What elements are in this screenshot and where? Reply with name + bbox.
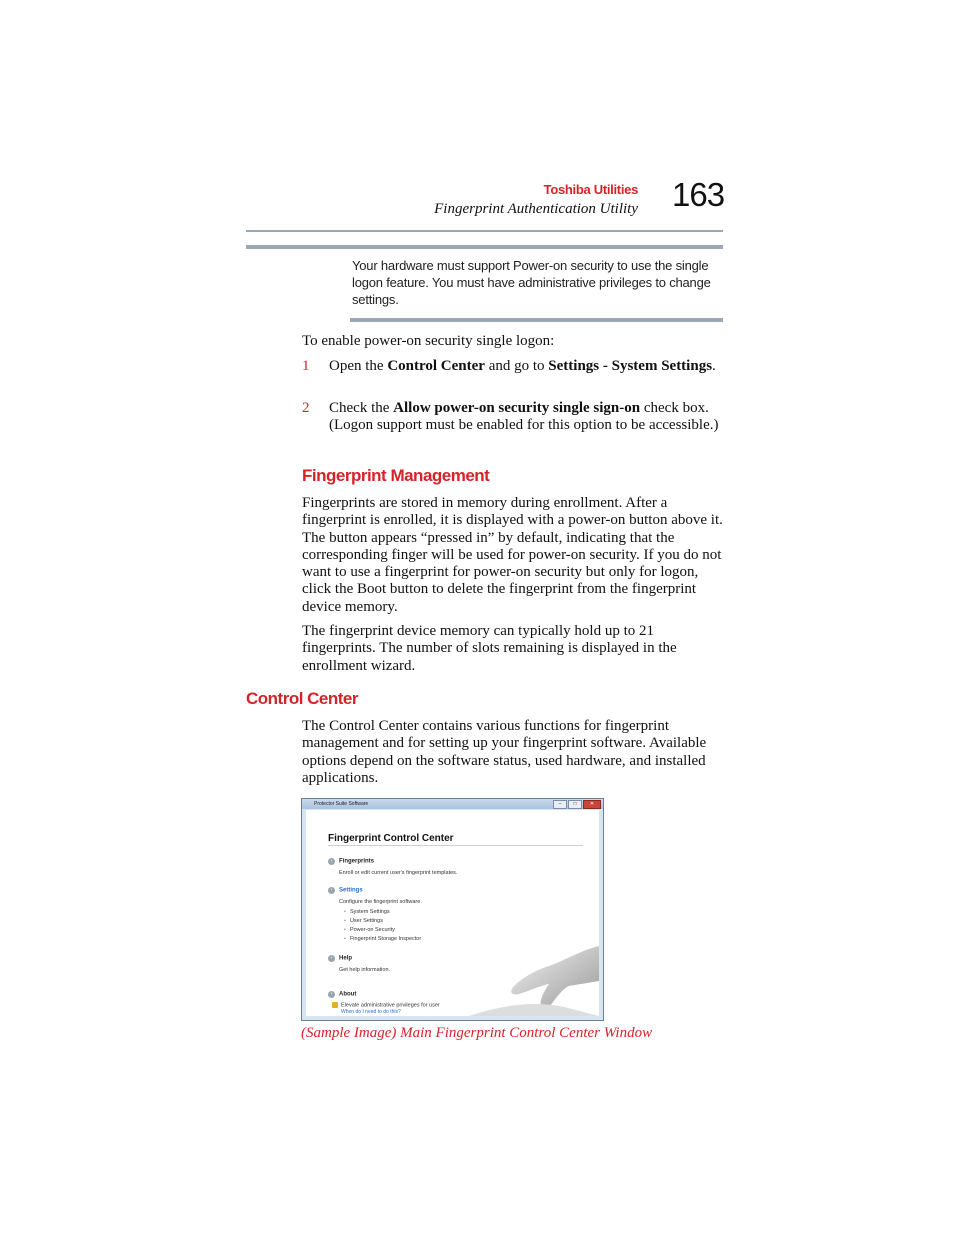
- figure-caption: (Sample Image) Main Fingerprint Control Center Window: [301, 1025, 653, 1041]
- settings-subitem: • User Settings: [344, 918, 383, 924]
- menu-item-help: › Help: [328, 955, 352, 962]
- control-center-title: Fingerprint Control Center: [328, 833, 454, 844]
- window-titlebar: [302, 799, 603, 809]
- running-header-section: Toshiba Utilities: [543, 182, 638, 197]
- menu-item-about: › About: [328, 991, 356, 998]
- minimize-icon: –: [553, 800, 567, 809]
- control-center-paragraph: The Control Center contains various functions for fingerprint management and for setting up your fingerprint software. Available options depend on the software status, used hardware, and installed applications.: [302, 718, 707, 786]
- menu-item-description: Configure the fingerprint software.: [339, 899, 422, 905]
- elevate-help-link: When do I need to do this?: [341, 1009, 401, 1015]
- elevate-privileges-text: Elevate administrative privileges for user: [332, 1002, 440, 1008]
- sample-screenshot: [301, 798, 604, 1021]
- page-number: 163: [672, 176, 725, 213]
- arrow-bullet-icon: ›: [328, 991, 335, 998]
- arrow-bullet-icon: ›: [328, 887, 335, 894]
- title-divider: [328, 845, 583, 846]
- section-heading-control-center: Control Center: [246, 689, 358, 708]
- window-title: Protector Suite Software: [314, 801, 369, 807]
- section-heading-fingerprint-management: Fingerprint Management: [302, 466, 490, 485]
- header-rule-bottom: [246, 245, 723, 249]
- window-client: [306, 810, 599, 1016]
- fingerprint-management-paragraph-2: The fingerprint device memory can typically hold up to 21 fingerprints. The number of slots remaining is displayed in the enrollment wizard.: [302, 623, 677, 674]
- intro-text: To enable power-on security single logon:: [302, 333, 555, 349]
- arrow-bullet-icon: ›: [328, 955, 335, 962]
- hand-illustration-icon: [469, 906, 599, 1016]
- menu-item-description: Enroll or edit current user's fingerprint templates.: [339, 870, 458, 876]
- fingerprint-management-paragraph-1: Fingerprints are stored in memory during enrollment. After a fingerprint is enrolled, it is displayed with a power-on button above it. The button appears “pressed in” by default, indicating that the corresponding finger will be used for power-on security. If you do not want to use a fingerprint for power-on security but only for logon, click the Boot button to delete the fingerprint from the fingerprint device memory.: [302, 495, 723, 615]
- menu-item-settings: › Settings: [328, 887, 363, 894]
- maximize-icon: □: [568, 800, 582, 809]
- note-text: Your hardware must support Power-on security to use the single logon feature. You must have administrative privileges to change settings.: [352, 258, 711, 307]
- step-text: Open the Control Center and go to Settings - System Settings.: [329, 358, 716, 374]
- settings-subitem: • Power-on Security: [344, 927, 395, 933]
- running-header-subsection: Fingerprint Authentication Utility: [434, 201, 638, 217]
- header-rule-top: [246, 230, 723, 232]
- arrow-bullet-icon: ›: [328, 858, 335, 865]
- step-text: Check the Allow power-on security single sign-on check box. (Logon support must be enabled for this option to be accessible.): [329, 400, 719, 434]
- step-number: 1: [302, 358, 310, 374]
- shield-icon: [332, 1002, 338, 1008]
- step-number: 2: [302, 400, 310, 416]
- menu-item-fingerprints: › Fingerprints: [328, 858, 374, 865]
- settings-subitem: • Fingerprint Storage Inspector: [344, 936, 421, 942]
- note-rule: [350, 318, 723, 322]
- settings-subitem: • System Settings: [344, 909, 390, 915]
- menu-item-description: Get help information.: [339, 967, 391, 973]
- close-icon: ✕: [583, 800, 601, 809]
